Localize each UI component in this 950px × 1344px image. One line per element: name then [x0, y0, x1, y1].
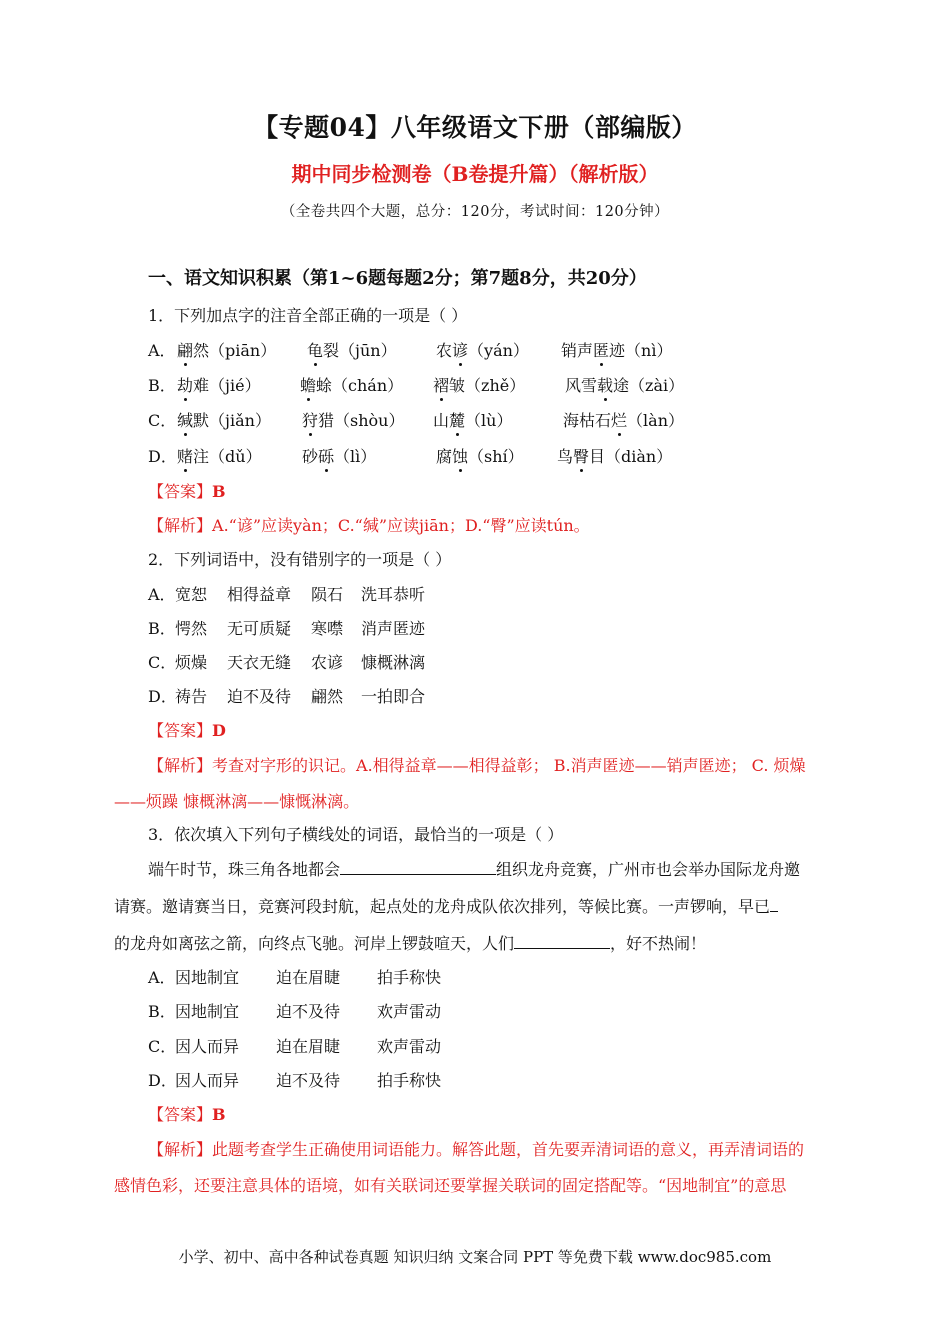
option-item: 山麓（lù） — [433, 408, 512, 431]
option-item: 欢声雷动 — [377, 1037, 442, 1056]
option-item: 迫在眉睫 — [276, 1037, 341, 1056]
option-label: D． — [148, 687, 177, 706]
option-item: 相得益章 — [227, 585, 292, 604]
option-item: 天衣无缝 — [227, 653, 292, 672]
option-item: 鸟臀目（diàn） — [557, 444, 672, 467]
option-item: 因人而异 — [175, 1071, 240, 1090]
q2-stem: 2．下列词语中，没有错别字的一项是（ ） — [148, 550, 452, 569]
option-item: 拍手称快 — [377, 1071, 442, 1090]
option-item: 迫不及待 — [276, 1002, 341, 1021]
option-item: 缄默（jiǎn） — [177, 408, 271, 431]
option-item: 赌注（dǔ） — [177, 444, 262, 467]
option-item: 农谚（yán） — [436, 338, 529, 361]
option-item: 因地制宜 — [175, 1002, 240, 1021]
option-item: 因人而异 — [175, 1037, 240, 1056]
option-item: 迫在眉睫 — [276, 968, 341, 987]
option-label: A． — [148, 585, 176, 604]
option-item: 寒噤 — [311, 619, 344, 638]
q1-analysis: 【解析】A.“谚”应读yàn；C.“缄”应读jiān；D.“臀”应读tún。 — [148, 516, 590, 535]
q3-analysis: 【解析】此题考查学生正确使用词语能力。解答此题，首先要弄清词语的意义，再弄清词语的 — [148, 1140, 805, 1159]
option-item: 烦燥 — [175, 653, 208, 672]
option-label: C． — [148, 653, 177, 672]
option-item: 因地制宜 — [175, 968, 240, 987]
option-item: 风雪载途（zài） — [565, 373, 684, 396]
q3-stem: 3．依次填入下列句子横线处的词语，最恰当的一项是（ ） — [148, 825, 564, 844]
option-label: C． — [148, 1037, 177, 1056]
option-item: 宽恕 — [175, 585, 208, 604]
option-item: 蟾蜍（chán） — [300, 373, 403, 396]
q2-answer: 【答案】D — [148, 721, 226, 740]
option-item: 洗耳恭听 — [361, 585, 426, 604]
option-item: 褶皱（zhě） — [433, 373, 525, 396]
option-item: 一拍即合 — [361, 687, 426, 706]
option-label: B． — [148, 1002, 176, 1021]
option-label: D． — [148, 447, 177, 466]
option-item: 狩猎（shòu） — [302, 408, 404, 431]
q3-passage-line3: 的龙舟如离弦之箭，向终点飞驰。河岸上锣鼓喧天，人们 ，好不热闹！ — [114, 934, 707, 953]
q2-analysis: 【解析】考查对字形的识记。A.相得益章——相得益彰； B.消声匿迹——销声匿迹； C. 烦燥 — [148, 756, 806, 775]
option-item: 海枯石烂（làn） — [563, 408, 684, 431]
option-item: 慷概淋漓 — [361, 653, 426, 672]
option-item: 迫不及待 — [227, 687, 292, 706]
option-item: 龟裂（jūn） — [307, 338, 397, 361]
option-item: 农谚 — [311, 653, 344, 672]
option-item: 欢声雷动 — [377, 1002, 442, 1021]
option-item: 迫不及待 — [276, 1071, 341, 1090]
doc-subtitle: 期中同步检测卷（B卷提升篇）（解析版） — [291, 162, 659, 186]
option-label: C． — [148, 411, 177, 430]
option-item: 砂砾（lì） — [302, 444, 376, 467]
q2-analysis-cont: ——烦躁 慷概淋漓——慷慨淋漓。 — [114, 792, 360, 811]
fill-blank-2 — [770, 895, 778, 912]
exam-info: （全卷共四个大题，总分：120分，考试时间：120分钟） — [280, 204, 670, 220]
option-item: 翩然 — [311, 687, 344, 706]
option-item: 无可质疑 — [227, 619, 292, 638]
q3-analysis-cont: 感情色彩，还要注意具体的语境，如有关联词还要掌握关联词的固定搭配等。“因地制宜”的意思 — [114, 1176, 787, 1195]
option-label: B． — [148, 376, 176, 395]
q3-passage-line1: 端午时节，珠三角各地都会 组织龙舟竞赛，广州市也会举办国际龙舟邀 — [148, 860, 801, 879]
page-footer: 小学、初中、高中各种试卷真题 知识归纳 文案合同 PPT 等免费下载 www.doc985.com — [178, 1248, 772, 1266]
q1-answer: 【答案】B — [148, 482, 226, 501]
option-item: 腐蚀（shí） — [436, 444, 524, 467]
option-item: 消声匿迹 — [361, 619, 426, 638]
option-item: 愕然 — [175, 619, 208, 638]
option-item: 翩然（piān） — [177, 338, 276, 361]
option-label: A． — [148, 341, 176, 360]
q3-answer: 【答案】B — [148, 1105, 226, 1124]
option-label: A． — [148, 968, 176, 987]
option-item: 销声匿迹（nì） — [561, 338, 672, 361]
fill-blank-1 — [340, 858, 496, 875]
fill-blank-3 — [514, 932, 610, 949]
section-heading: 一、语文知识积累（第1~6题每题2分；第7题8分，共20分） — [148, 268, 647, 289]
option-item: 陨石 — [311, 585, 344, 604]
option-item: 祷告 — [175, 687, 208, 706]
doc-title: 【专题04】八年级语文下册（部编版） — [253, 113, 697, 142]
q3-passage-line2: 请赛。邀请赛当日，竞赛河段封航，起点处的龙舟成队依次排列，等候比赛。一声锣响，早已 — [114, 894, 778, 917]
option-item: 劫难（jié） — [177, 373, 261, 396]
q1-stem: 1．下列加点字的注音全部正确的一项是（ ） — [148, 306, 468, 325]
option-label: D． — [148, 1071, 177, 1090]
option-label: B． — [148, 619, 176, 638]
option-item: 拍手称快 — [377, 968, 442, 987]
